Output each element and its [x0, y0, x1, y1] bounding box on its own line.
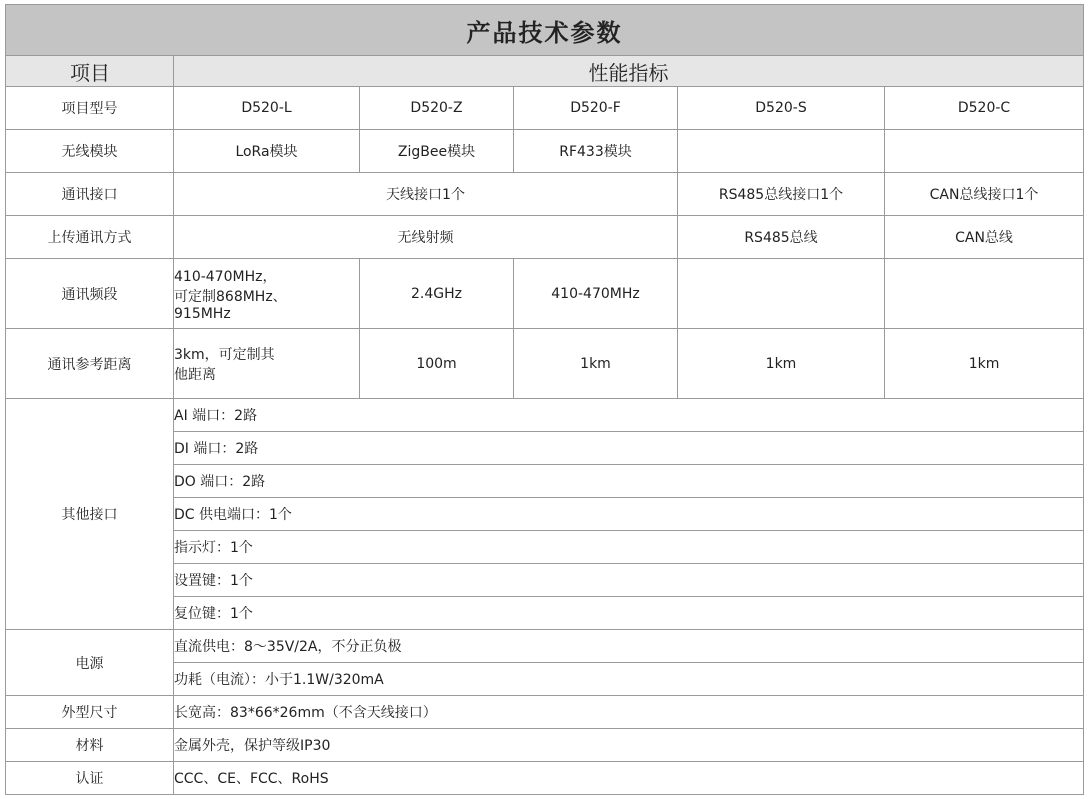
spec-table	[5, 4, 1084, 795]
upload-method-rs485: RS485总线	[678, 216, 885, 259]
wireless-s	[678, 130, 885, 173]
model-s: D520-S	[678, 87, 885, 130]
wireless-l: LoRa模块	[174, 130, 360, 173]
model-z: D520-Z	[360, 87, 514, 130]
row-upload-method	[6, 216, 1084, 259]
row-certification	[6, 762, 1084, 795]
row-size	[6, 696, 1084, 729]
row-wireless	[6, 130, 1084, 173]
other-ports-item: DO 端口：2路	[174, 465, 1084, 498]
distance-label: 通讯参考距离	[6, 329, 174, 399]
power-item: 功耗（电流）：小于1.1W/320mA	[174, 663, 1084, 696]
freq-band-lora-line1: 410-470MHz，	[174, 268, 277, 285]
row-material	[6, 729, 1084, 762]
wireless-z: ZigBee模块	[360, 130, 514, 173]
distance-zigbee: 100m	[360, 329, 514, 399]
other-ports-item: AI 端口：2路	[174, 399, 1084, 432]
model-c: D520-C	[885, 87, 1084, 130]
other-ports-item: 复位键：1个	[174, 597, 1084, 630]
certification-value: CCC、CE、FCC、RoHS	[174, 762, 1084, 795]
comm-interface-label: 通讯接口	[6, 173, 174, 216]
freq-band-lora	[174, 259, 360, 329]
distance-lora	[174, 329, 360, 399]
freq-band-lora-line3: 915MHz	[174, 305, 231, 322]
upload-method-label: 上传通讯方式	[6, 216, 174, 259]
power-item: 直流供电：8～35V/2A，不分正负极	[174, 630, 1084, 663]
freq-band-rf433: 410-470MHz	[514, 259, 678, 329]
size-label: 外型尺寸	[6, 696, 174, 729]
material-value: 金属外壳，保护等级IP30	[174, 729, 1084, 762]
other-ports-item: 设置键：1个	[174, 564, 1084, 597]
model-label: 项目型号	[6, 87, 174, 130]
row-freq-band	[6, 259, 1084, 329]
other-ports-label: 其他接口	[6, 399, 174, 630]
distance-c: 1km	[885, 329, 1084, 399]
freq-band-s	[678, 259, 885, 329]
distance-lora-line2: 他距离	[174, 366, 216, 383]
size-value: 长宽高：83*66*26mm（不含天线接口）	[174, 696, 1084, 729]
distance-rf433: 1km	[514, 329, 678, 399]
freq-band-c	[885, 259, 1084, 329]
row-comm-interface	[6, 173, 1084, 216]
row-power-0	[6, 630, 1084, 663]
model-f: D520-F	[514, 87, 678, 130]
wireless-f: RF433模块	[514, 130, 678, 173]
other-ports-item: DC 供电端口：1个	[174, 498, 1084, 531]
other-ports-item: DI 端口：2路	[174, 432, 1084, 465]
other-ports-item: 指示灯：1个	[174, 531, 1084, 564]
comm-interface-rs485: RS485总线接口1个	[678, 173, 885, 216]
distance-s: 1km	[678, 329, 885, 399]
row-distance	[6, 329, 1084, 399]
certification-label: 认证	[6, 762, 174, 795]
table-title: 产品技术参数	[6, 5, 1084, 56]
comm-interface-can: CAN总线接口1个	[885, 173, 1084, 216]
comm-interface-antenna: 天线接口1个	[174, 173, 678, 216]
freq-band-label: 通讯频段	[6, 259, 174, 329]
material-label: 材料	[6, 729, 174, 762]
power-label: 电源	[6, 630, 174, 696]
row-model	[6, 87, 1084, 130]
model-l: D520-L	[174, 87, 360, 130]
row-other-ports-0	[6, 399, 1084, 432]
freq-band-lora-line2: 可定制868MHz、	[174, 288, 287, 305]
upload-method-wireless: 无线射频	[174, 216, 678, 259]
wireless-label: 无线模块	[6, 130, 174, 173]
header-item: 项目	[6, 56, 174, 87]
header-performance: 性能指标	[174, 56, 1084, 87]
distance-lora-line1: 3km，可定制其	[174, 346, 275, 363]
wireless-c	[885, 130, 1084, 173]
freq-band-zigbee: 2.4GHz	[360, 259, 514, 329]
upload-method-can: CAN总线	[885, 216, 1084, 259]
